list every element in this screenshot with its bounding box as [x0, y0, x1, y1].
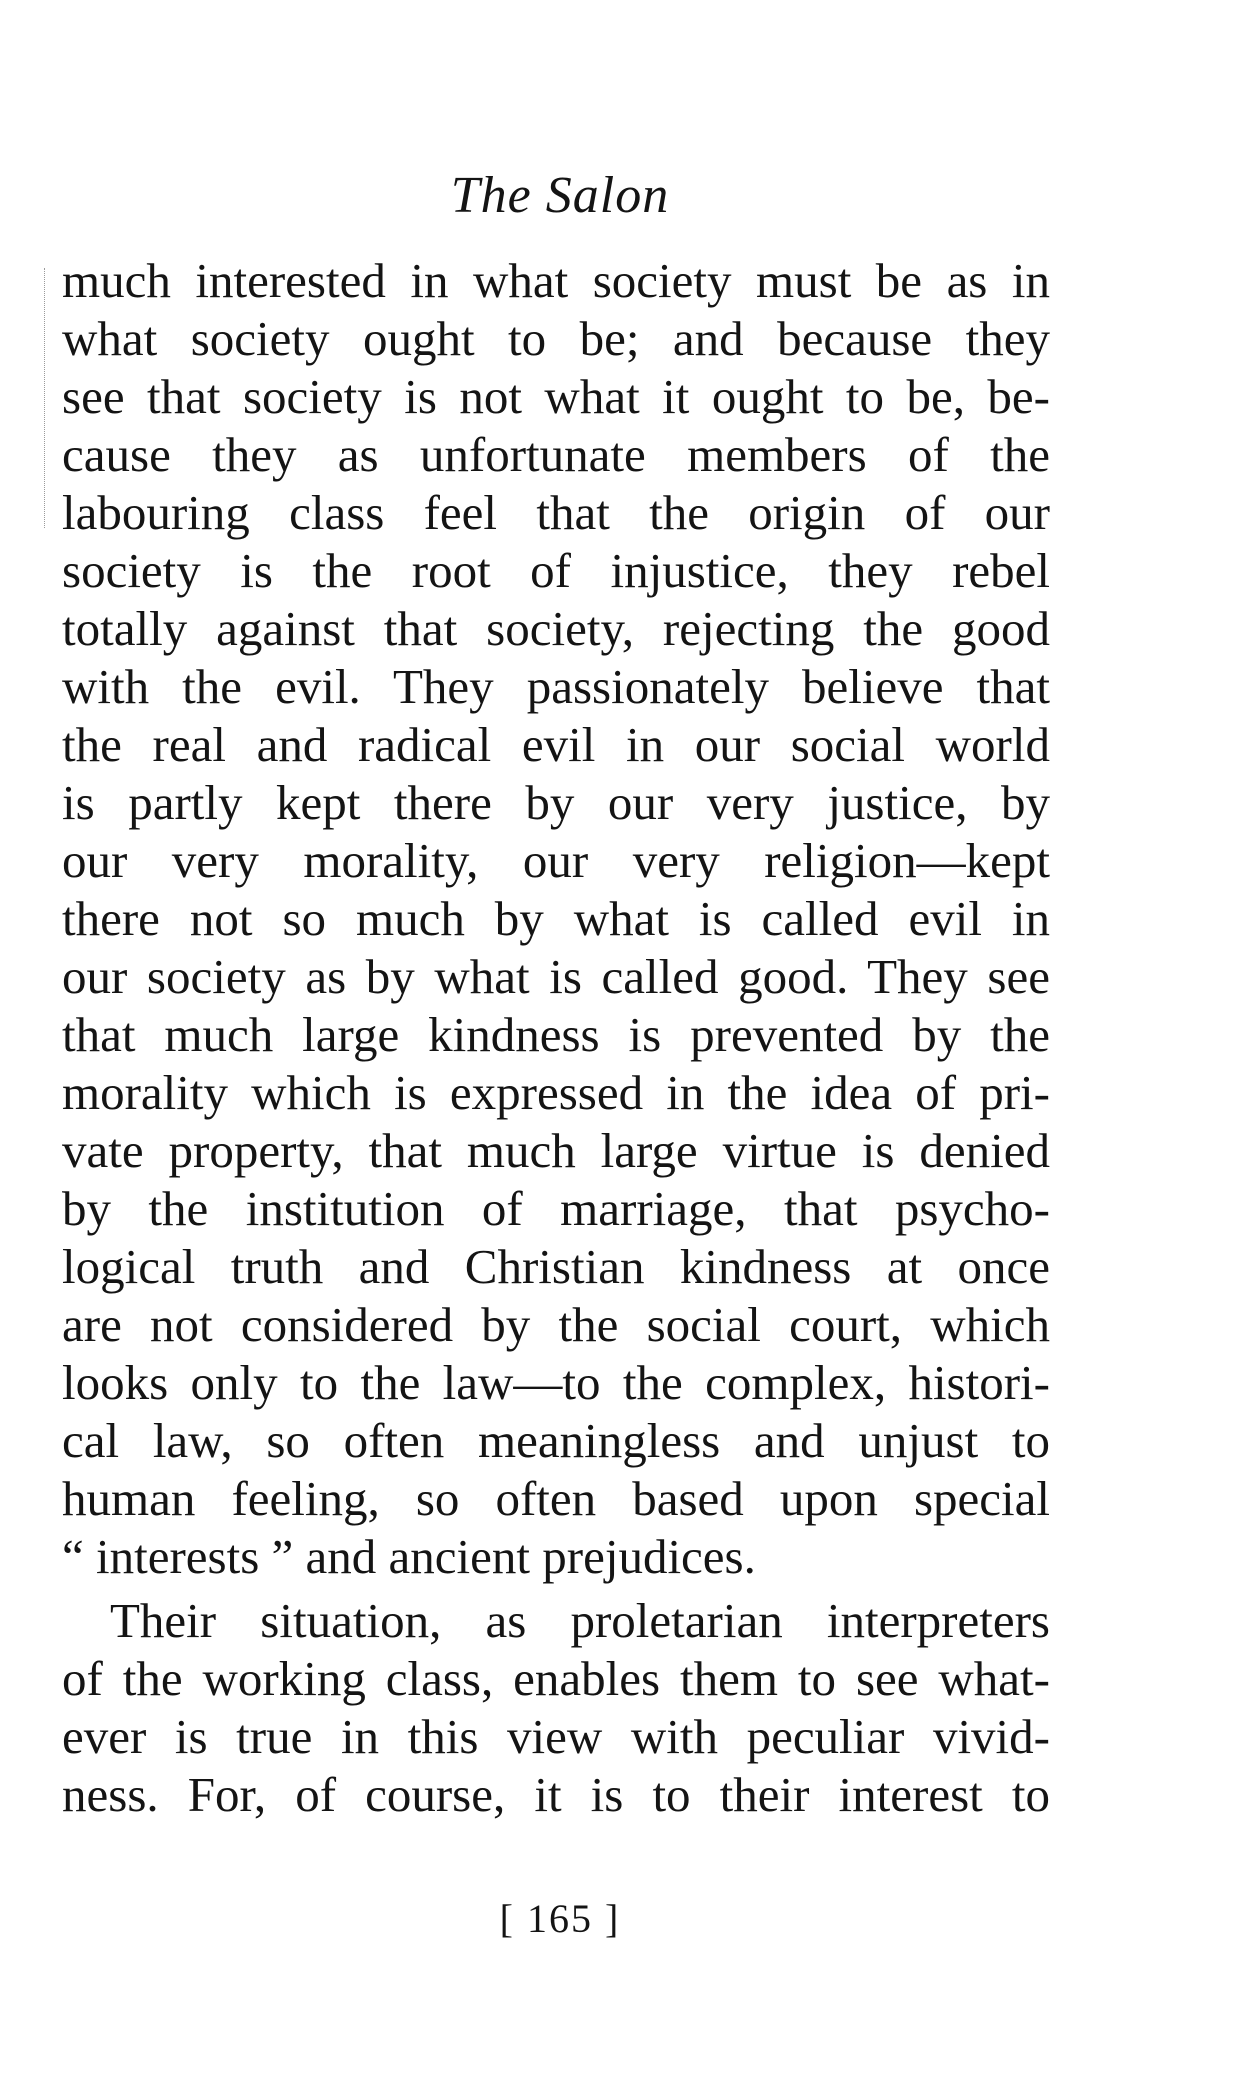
text-line: there not so much by what is called evil in	[62, 891, 1050, 946]
text-line: totally against that society, rejecting the good	[62, 601, 1050, 656]
text-line: by the institution of marriage, that psycho-	[62, 1181, 1050, 1236]
text-line: “ interests ” and ancient prejudices.	[62, 1529, 756, 1584]
paragraph	[62, 252, 1050, 1586]
text-line: what society ought to be; and because they	[62, 311, 1050, 366]
text-line: the real and radical evil in our social world	[62, 717, 1050, 772]
text-line: are not considered by the social court, which	[62, 1297, 1050, 1352]
page-number: [ 165 ]	[499, 1896, 621, 1941]
body-text	[62, 252, 1050, 1824]
text-line: labouring class feel that the origin of our	[62, 485, 1050, 540]
text-line: of the working class, enables them to see what-	[62, 1651, 1050, 1706]
text-line: ever is true in this view with peculiar vivid-	[62, 1709, 1050, 1764]
text-line: vate property, that much large virtue is denied	[62, 1123, 1050, 1178]
text-line: morality which is expressed in the idea of pri-	[62, 1065, 1050, 1120]
text-line: cause they as unfortunate members of the	[62, 427, 1050, 482]
text-line: Their situation, as proletarian interpreters	[110, 1593, 1050, 1648]
text-line: is partly kept there by our very justice, by	[62, 775, 1050, 830]
text-line: cal law, so often meaningless and unjust to	[62, 1413, 1050, 1468]
text-line: that much large kindness is prevented by the	[62, 1007, 1050, 1062]
text-line: our very morality, our very religion—kept	[62, 833, 1050, 888]
text-line: ness. For, of course, it is to their interest to	[62, 1767, 1050, 1822]
text-line: human feeling, so often based upon special	[62, 1471, 1050, 1526]
text-line: much interested in what society must be as in	[62, 253, 1050, 308]
text-line: see that society is not what it ought to be, be-	[62, 369, 1050, 424]
running-head: The Salon	[450, 167, 670, 224]
text-line: society is the root of injustice, they rebel	[62, 543, 1050, 598]
text-line: logical truth and Christian kindness at once	[62, 1239, 1050, 1294]
paragraph	[62, 1592, 1050, 1824]
text-line: our society as by what is called good. They see	[62, 949, 1050, 1004]
text-line: looks only to the law—to the complex, histori-	[62, 1355, 1050, 1410]
text-line: with the evil. They passionately believe that	[62, 659, 1050, 714]
margin-pencil-marks	[44, 268, 49, 528]
